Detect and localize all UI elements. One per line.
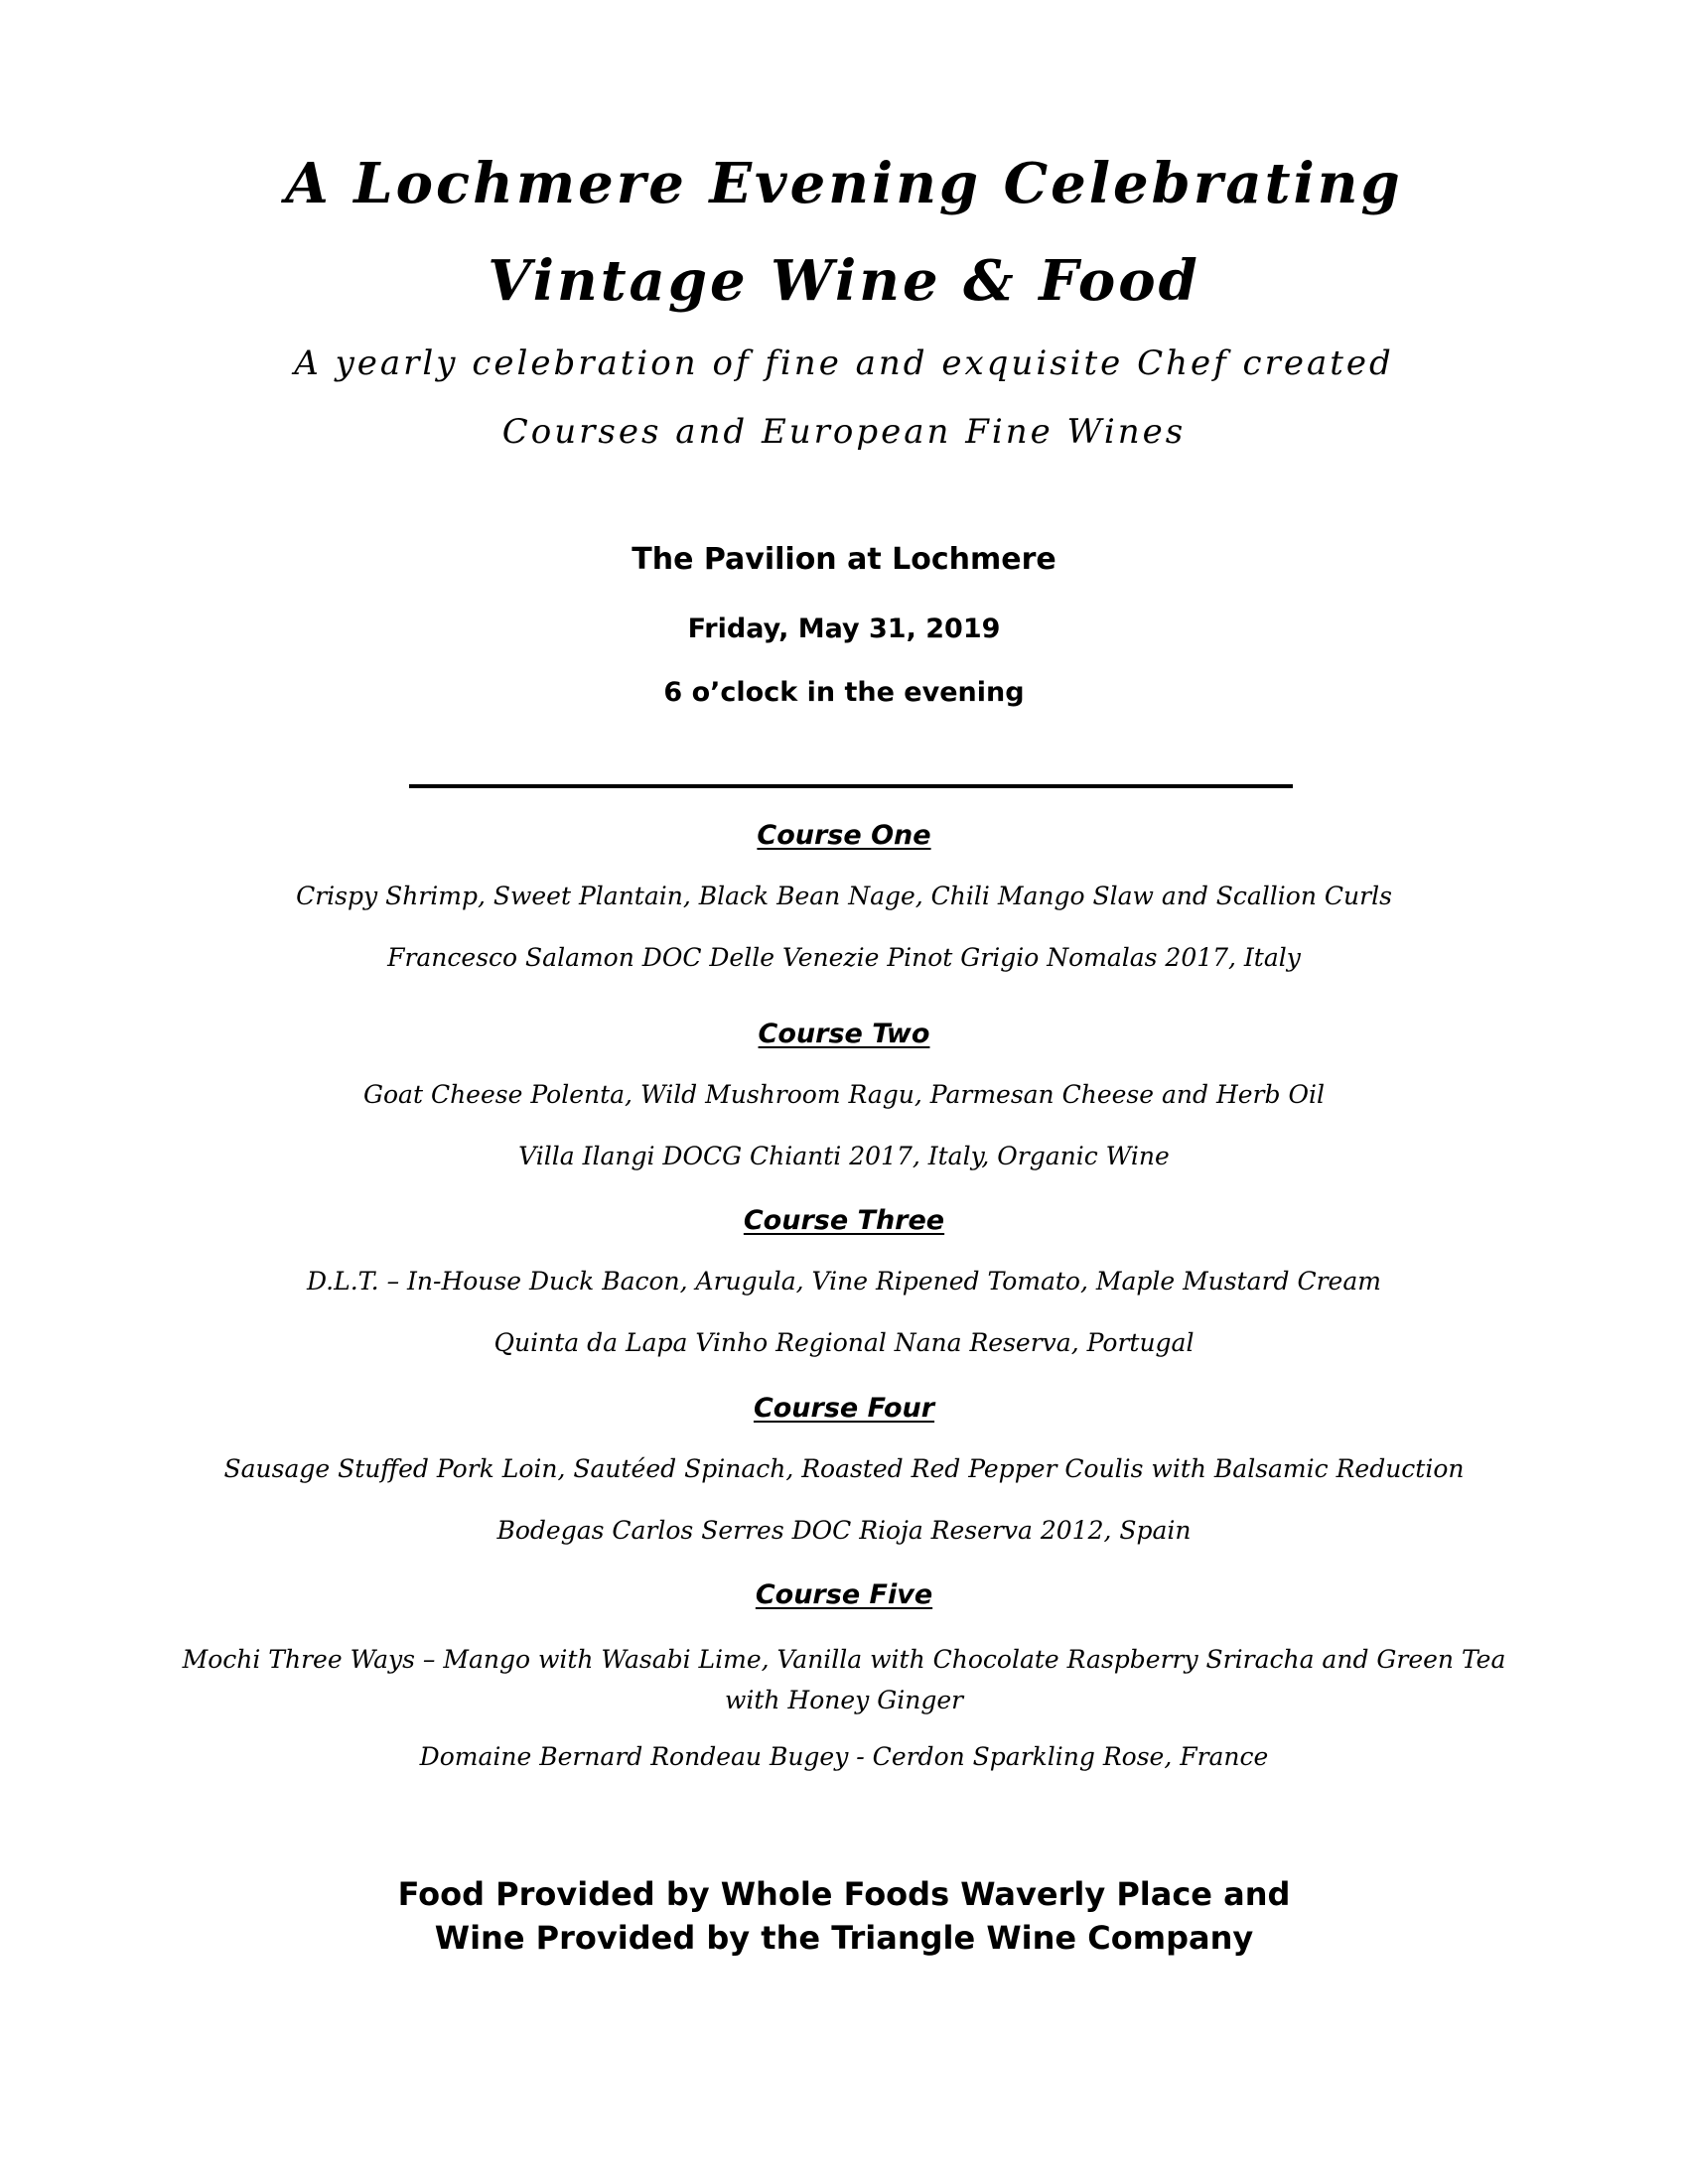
course-dish: Crispy Shrimp, Sweet Plantain, Black Bean Nage, Chili Mango Slaw and Scallion Curls	[296, 882, 1392, 910]
sponsor-food: Food Provided by Whole Foods Waverly Place and	[397, 1875, 1291, 1913]
course-dish: D.L.T. – In-House Duck Bacon, Arugula, Vine Ripened Tomato, Maple Mustard Cream	[307, 1267, 1381, 1296]
event-date: Friday, May 31, 2019	[687, 614, 1001, 644]
course-dish: Sausage Stuffed Pork Loin, Sautéed Spinach, Roasted Red Pepper Coulis with Balsamic Reduction	[223, 1454, 1465, 1483]
event-venue: The Pavilion at Lochmere	[632, 542, 1056, 577]
course-heading: Course Two	[758, 1019, 930, 1049]
course-heading: Course One	[757, 820, 931, 851]
event-subtitle-line2: Courses and European Fine Wines	[501, 412, 1187, 452]
course-wine: Villa Ilangi DOCG Chianti 2017, Italy, Organic Wine	[518, 1142, 1170, 1170]
course-heading: Course Five	[755, 1579, 933, 1610]
course-dish: Mochi Three Ways – Mango with Wasabi Lime, Vanilla with Chocolate Raspberry Sriracha and Green Tea with Honey Ginger	[182, 1645, 1506, 1714]
course-wine: Francesco Salamon DOC Delle Venezie Pinot Grigio Nomalas 2017, Italy	[387, 943, 1301, 972]
course-heading: Course Three	[743, 1205, 945, 1236]
event-subtitle-line1: A yearly celebration of fine and exquisite Chef created	[294, 343, 1394, 383]
sponsor-wine: Wine Provided by the Triangle Wine Company	[434, 1919, 1254, 1957]
section-divider	[409, 784, 1293, 788]
event-title-line2: Vintage Wine & Food	[488, 248, 1200, 314]
course-wine: Domaine Bernard Rondeau Bugey - Cerdon Sparkling Rose, France	[419, 1742, 1269, 1771]
course-dish: Goat Cheese Polenta, Wild Mushroom Ragu, Parmesan Cheese and Herb Oil	[363, 1080, 1325, 1109]
course-heading: Course Four	[753, 1393, 935, 1424]
event-title-line1: A Lochmere Evening Celebrating	[285, 151, 1403, 216]
course-wine: Quinta da Lapa Vinho Regional Nana Reserva, Portugal	[493, 1328, 1195, 1357]
event-time: 6 o’clock in the evening	[663, 677, 1025, 708]
course-wine: Bodegas Carlos Serres DOC Rioja Reserva 2012, Spain	[496, 1516, 1192, 1545]
